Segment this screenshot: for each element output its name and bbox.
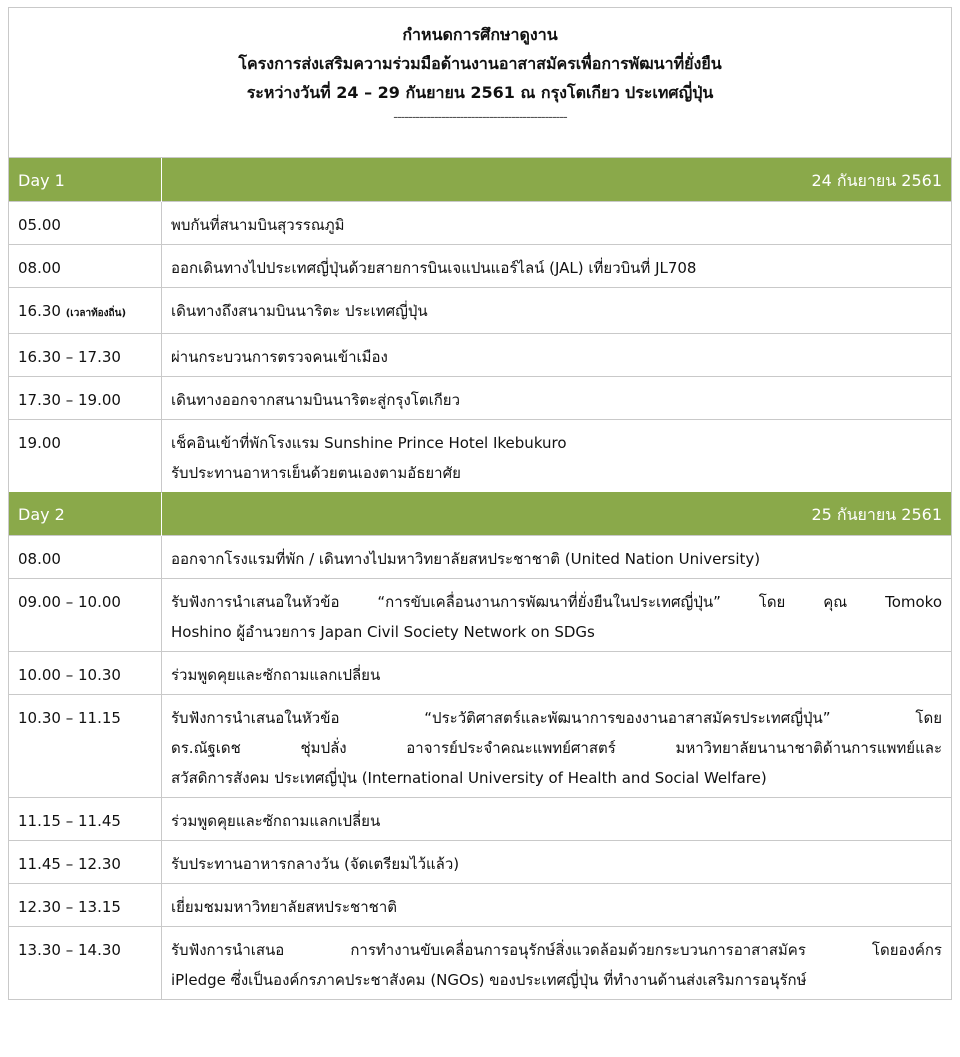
header-title: กำหนดการศึกษาดูงาน <box>402 25 558 44</box>
schedule-row <box>9 927 951 1000</box>
schedule-time-cell <box>9 377 162 420</box>
schedule-description-line: รับประทานอาหารกลางวัน (จัดเตรียมไว้แล้ว) <box>171 855 460 873</box>
schedule-description-cell <box>162 652 952 695</box>
schedule-description-cell <box>162 798 952 841</box>
schedule-description-cell <box>162 288 952 334</box>
day-date: 25 กันยายน 2561 <box>162 493 952 536</box>
schedule-description-cell <box>162 536 952 579</box>
schedule-row <box>9 245 951 288</box>
schedule-row <box>9 288 951 334</box>
schedule-description-line: รับฟังการนำเสนอในหัวข้อ “ประวัติศาสตร์และพัฒนาการของงานอาสาสมัครประเทศญี่ปุ่น” โดย <box>171 709 942 727</box>
schedule-description-line: พบกันที่สนามบินสุวรรณภูมิ <box>171 216 345 234</box>
schedule-description-cell <box>162 579 952 652</box>
schedule-description-line: เยี่ยมชมมหาวิทยาลัยสหประชาชาติ <box>171 898 397 916</box>
schedule-time-cell <box>9 420 162 493</box>
day-label: Day 1 <box>9 159 162 202</box>
schedule-time: 16.30 <box>18 302 61 320</box>
schedule-description-cell <box>162 841 952 884</box>
schedule-description-line: เดินทางถึงสนามบินนาริตะ ประเทศญี่ปุ่น <box>171 302 428 320</box>
schedule-description-line: Hoshino ผู้อำนวยการ Japan Civil Society Network on SDGs <box>171 623 595 641</box>
schedule-description-cell <box>162 884 952 927</box>
schedule-time: 13.30 – 14.30 <box>18 941 121 959</box>
schedule-row <box>9 334 951 377</box>
schedule-time-cell <box>9 579 162 652</box>
schedule-time: 10.00 – 10.30 <box>18 666 121 684</box>
document-header <box>9 8 951 158</box>
schedule-time: 09.00 – 10.00 <box>18 593 121 611</box>
schedule-description-line: เช็คอินเข้าที่พักโรงแรม Sunshine Prince Hotel Ikebukuro <box>171 434 567 452</box>
day-label: Day 2 <box>9 493 162 536</box>
schedule-description-cell <box>162 202 952 245</box>
schedule-description-line: รับประทานอาหารเย็นด้วยตนเองตามอัธยาศัย <box>171 464 461 482</box>
schedule-description-cell <box>162 927 952 1000</box>
schedule-description-cell <box>162 377 952 420</box>
schedule-description-cell <box>162 420 952 493</box>
schedule-row <box>9 652 951 695</box>
time-note: (เวลาท้องถิ่น) <box>65 308 127 319</box>
schedule-row <box>9 202 951 245</box>
schedule-time-cell <box>9 245 162 288</box>
schedule-time: 12.30 – 13.15 <box>18 898 121 916</box>
schedule-row <box>9 884 951 927</box>
itinerary-document <box>8 7 952 1000</box>
schedule-description-line: ออกจากโรงแรมที่พัก / เดินทางไปมหาวิทยาลัยสหประชาชาติ (United Nation University) <box>171 550 761 568</box>
schedule-time: 08.00 <box>18 259 61 277</box>
schedule-row <box>9 579 951 652</box>
schedule-description-line: ร่วมพูดคุยและซักถามแลกเปลี่ยน <box>171 666 381 684</box>
schedule-time: 11.15 – 11.45 <box>18 812 121 830</box>
schedule-time-cell <box>9 798 162 841</box>
day-date: 24 กันยายน 2561 <box>162 159 952 202</box>
schedule-description-cell <box>162 334 952 377</box>
schedule-time-cell <box>9 695 162 798</box>
schedule-description-cell <box>162 245 952 288</box>
schedule-time: 10.30 – 11.15 <box>18 709 121 727</box>
day-header-row <box>9 159 951 202</box>
schedule-description-line: ร่วมพูดคุยและซักถามแลกเปลี่ยน <box>171 812 381 830</box>
schedule-time-cell <box>9 884 162 927</box>
header-separator: ----------------------------------------------- <box>393 110 567 125</box>
schedule-row <box>9 841 951 884</box>
schedule-time-cell <box>9 841 162 884</box>
schedule-row <box>9 377 951 420</box>
schedule-description-line: ดร.ณัฐเดช ชุ่มปลั่ง อาจารย์ประจำคณะแพทย์ศาสตร์ มหาวิทยาลัยนานาชาติด้านการแพทย์และ <box>171 739 942 757</box>
schedule-description-line: ผ่านกระบวนการตรวจคนเข้าเมือง <box>171 348 388 366</box>
schedule-time-cell <box>9 202 162 245</box>
schedule-time-cell <box>9 536 162 579</box>
schedule-description-line: รับฟังการนำเสนอ การทำงานขับเคลื่อนการอนุรักษ์สิ่งแวดล้อมด้วยกระบวนการอาสาสมัคร โดยองค์กร <box>171 941 942 959</box>
schedule-time: 08.00 <box>18 550 61 568</box>
schedule-row <box>9 420 951 493</box>
schedule-description-line: เดินทางออกจากสนามบินนาริตะสู่กรุงโตเกียว <box>171 391 461 409</box>
header-dates: ระหว่างวันที่ 24 – 29 กันยายน 2561 ณ กรุงโตเกียว ประเทศญี่ปุ่น <box>246 83 714 102</box>
schedule-description-line: สวัสดิการสังคม ประเทศญี่ปุ่น (International University of Health and Social Welfare) <box>171 769 767 787</box>
schedule-row <box>9 798 951 841</box>
schedule-time: 05.00 <box>18 216 61 234</box>
schedule-time: 16.30 – 17.30 <box>18 348 121 366</box>
schedule-time: 19.00 <box>18 434 61 452</box>
schedule-description-line: รับฟังการนำเสนอในหัวข้อ “การขับเคลื่อนงานการพัฒนาที่ยั่งยืนในประเทศญี่ปุ่น” โดย คุณ Tomoko <box>171 593 942 611</box>
schedule-row <box>9 536 951 579</box>
schedule-description-line: ออกเดินทางไปประเทศญี่ปุ่นด้วยสายการบินเจแปนแอร์ไลน์ (JAL) เที่ยวบินที่ JL708 <box>171 259 697 277</box>
schedule-time: 11.45 – 12.30 <box>18 855 121 873</box>
schedule-time: 17.30 – 19.00 <box>18 391 121 409</box>
schedule-time-cell <box>9 288 162 334</box>
header-project: โครงการส่งเสริมความร่วมมือด้านงานอาสาสมัครเพื่อการพัฒนาที่ยั่งยืน <box>238 54 722 73</box>
schedule-table <box>9 158 951 999</box>
day-header-row <box>9 493 951 536</box>
schedule-description-cell <box>162 695 952 798</box>
schedule-description-line: iPledge ซึ่งเป็นองค์กรภาคประชาสังคม (NGOs) ของประเทศญี่ปุ่น ที่ทำงานด้านส่งเสริมการอนุรักษ์ <box>171 971 807 989</box>
schedule-time-cell <box>9 652 162 695</box>
schedule-row <box>9 695 951 798</box>
schedule-time-cell <box>9 334 162 377</box>
schedule-time-cell <box>9 927 162 1000</box>
